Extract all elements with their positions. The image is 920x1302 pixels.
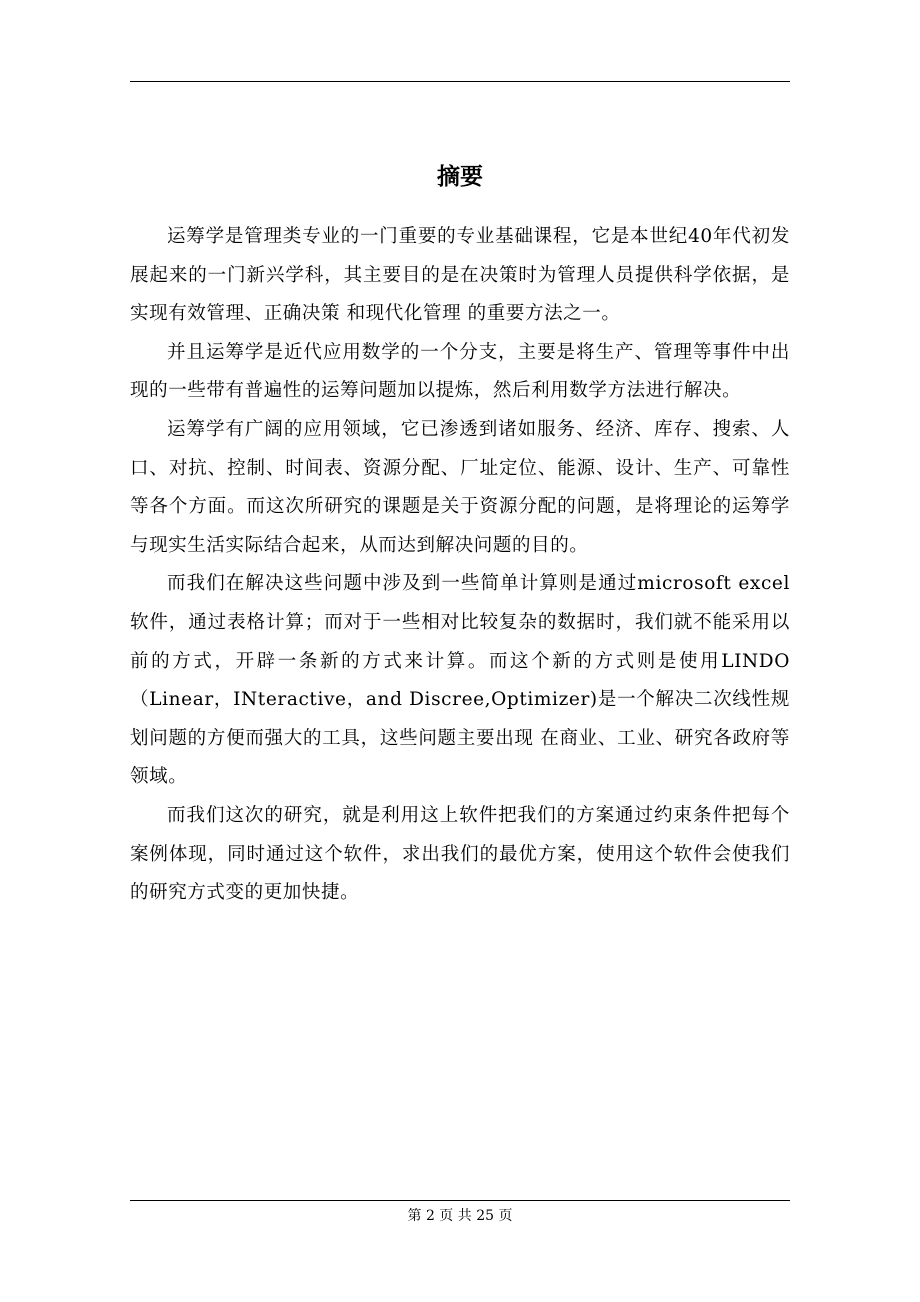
paragraph-2: 并且运筹学是近代应用数学的一个分支，主要是将生产、管理等事件中出现的一些带有普遍性的运筹问题加以提炼，然后利用数学方法进行解决。 <box>130 341 790 402</box>
footer-rule <box>130 1200 790 1201</box>
page-title: 摘要 <box>437 164 483 191</box>
header-rule <box>130 81 790 82</box>
page-number: 第 2 页 共 25 页 <box>407 1208 513 1224</box>
paragraph-5: 而我们这次的研究，就是利用这上软件把我们的方案通过约束条件把每个案例体现，同时通过这个软件，求出我们的最优方案，使用这个软件会使我们的研究方式变的更加快捷。 <box>130 804 790 904</box>
document-body <box>130 218 790 913</box>
paragraph-1: 运筹学是管理类专业的一门重要的专业基础课程，它是本世纪40年代初发展起来的一门新兴学科，其主要目的是在决策时为管理人员提供科学依据，是实现有效管理、正确决策 和现代化管理 的重要方法之一。 <box>130 226 790 325</box>
paragraph-3: 运筹学有广阔的应用领域，它已渗透到诸如服务、经济、库存、搜索、人口、对抗、控制、时间表、资源分配、厂址定位、能源、设计、生产、可靠性等各个方面。而这次所研究的课题是关于资源分配的问题，是将理论的运筹学与现实生活实际结合起来，从而达到解决问题的目的。 <box>130 418 790 556</box>
paragraph-4: 而我们在解决这些问题中涉及到一些简单计算则是通过microsoft excel软件，通过表格计算；而对于一些相对比较复杂的数据时，我们就不能采用以前的方式，开辟一条新的方式来计算。而这个新的方式则是使用LINDO（Linear，INteractive，and Discree,Optimizer)是一个解决二次线性规划问题的方便而强大的工具，这些问题主要出现 在商业、工业、研究各政府等领域。 <box>130 573 790 788</box>
